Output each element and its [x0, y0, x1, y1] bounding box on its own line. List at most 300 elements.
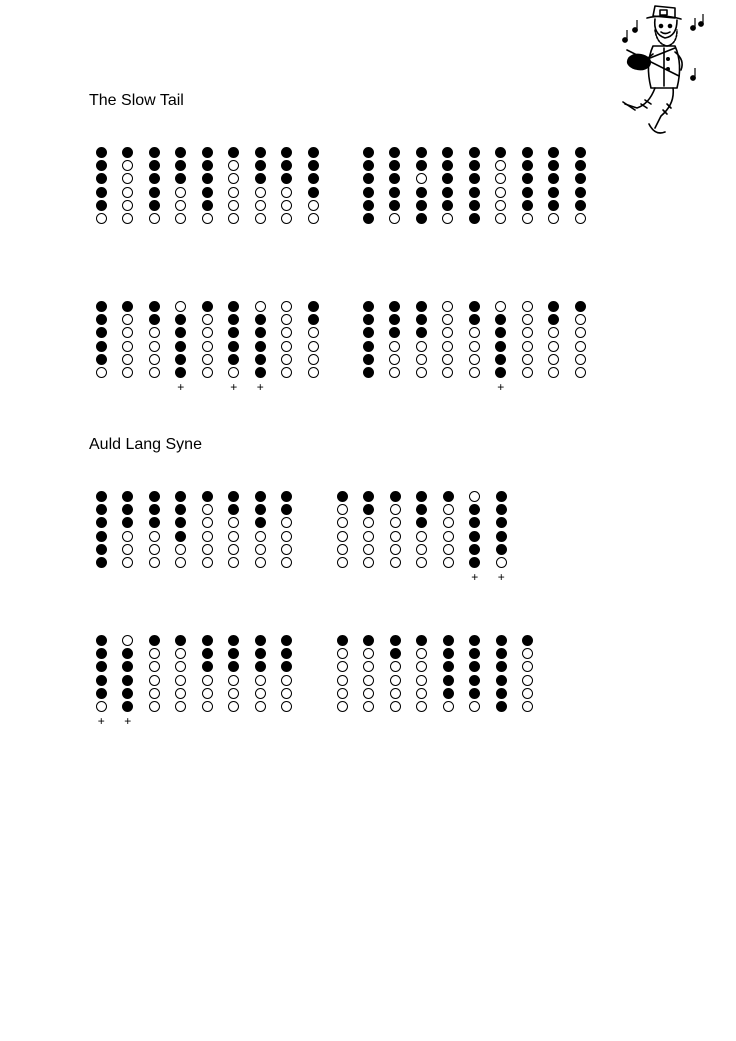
- fingering-column: [408, 147, 435, 226]
- open-hole: [522, 648, 533, 659]
- closed-hole: [443, 688, 454, 699]
- fingering-column: [488, 491, 515, 583]
- closed-hole: [416, 635, 427, 646]
- open-hole: [389, 341, 400, 352]
- open-hole: [281, 354, 292, 365]
- open-hole: [149, 557, 160, 568]
- open-hole: [122, 160, 133, 171]
- closed-hole: [149, 314, 160, 325]
- closed-hole: [442, 147, 453, 158]
- open-hole: [363, 661, 374, 672]
- open-hole: [575, 367, 586, 378]
- closed-hole: [228, 301, 239, 312]
- fingering-column: [168, 147, 195, 226]
- closed-hole: [548, 147, 559, 158]
- fingering-column: [382, 491, 409, 583]
- fingering-column: [462, 491, 489, 583]
- closed-hole: [202, 147, 213, 158]
- fingering-column: [88, 491, 115, 570]
- closed-hole: [390, 491, 401, 502]
- closed-hole: [363, 635, 374, 646]
- closed-hole: [575, 160, 586, 171]
- open-hole: [202, 504, 213, 515]
- open-hole: [337, 701, 348, 712]
- closed-hole: [469, 213, 480, 224]
- open-hole: [337, 675, 348, 686]
- fingering-column: [567, 147, 594, 226]
- closed-hole: [363, 200, 374, 211]
- closed-hole: [96, 341, 107, 352]
- open-hole: [495, 173, 506, 184]
- fingering-column: [194, 491, 221, 570]
- closed-hole: [389, 187, 400, 198]
- fingering-column: [488, 147, 515, 226]
- open-hole: [202, 557, 213, 568]
- fingering-column: [515, 635, 542, 714]
- closed-hole: [469, 544, 480, 555]
- closed-hole: [443, 661, 454, 672]
- fingering-column: [382, 635, 409, 714]
- closed-hole: [390, 635, 401, 646]
- open-hole: [548, 327, 559, 338]
- closed-hole: [202, 173, 213, 184]
- open-hole: [122, 635, 133, 646]
- closed-hole: [337, 635, 348, 646]
- fingering-column: [115, 491, 142, 570]
- closed-hole: [575, 200, 586, 211]
- song-title-slow-tail: The Slow Tail: [89, 92, 184, 109]
- open-hole: [122, 544, 133, 555]
- closed-hole: [496, 504, 507, 515]
- closed-hole: [228, 341, 239, 352]
- closed-hole: [175, 367, 186, 378]
- open-hole: [416, 688, 427, 699]
- fingering-column: [247, 635, 274, 727]
- open-hole: [228, 213, 239, 224]
- fingering-column: [567, 301, 594, 393]
- closed-hole: [96, 327, 107, 338]
- closed-hole: [308, 301, 319, 312]
- fingering-column: [221, 147, 248, 226]
- fingering-column: [115, 635, 142, 727]
- open-hole: [522, 367, 533, 378]
- closed-hole: [255, 314, 266, 325]
- closed-hole: [175, 491, 186, 502]
- open-hole: [416, 367, 427, 378]
- closed-hole: [469, 531, 480, 542]
- closed-hole: [96, 314, 107, 325]
- fingering-column: [382, 301, 409, 393]
- open-hole: [337, 688, 348, 699]
- open-hole: [522, 341, 533, 352]
- closed-hole: [308, 173, 319, 184]
- open-hole: [442, 213, 453, 224]
- closed-hole: [202, 648, 213, 659]
- open-hole: [122, 187, 133, 198]
- closed-hole: [442, 160, 453, 171]
- open-hole: [228, 187, 239, 198]
- closed-hole: [255, 517, 266, 528]
- open-hole: [122, 341, 133, 352]
- open-hole: [149, 544, 160, 555]
- open-hole: [575, 213, 586, 224]
- closed-hole: [175, 517, 186, 528]
- fingering-column: [329, 491, 356, 583]
- closed-hole: [389, 173, 400, 184]
- closed-hole: [255, 661, 266, 672]
- closed-hole: [522, 635, 533, 646]
- open-hole: [469, 491, 480, 502]
- closed-hole: [575, 173, 586, 184]
- closed-hole: [255, 635, 266, 646]
- open-hole: [281, 314, 292, 325]
- closed-hole: [149, 173, 160, 184]
- octave-plus-mark: +: [497, 570, 505, 585]
- open-hole: [122, 557, 133, 568]
- closed-hole: [416, 491, 427, 502]
- closed-hole: [228, 327, 239, 338]
- open-hole: [175, 544, 186, 555]
- open-hole: [255, 701, 266, 712]
- fingering-column: [247, 491, 274, 570]
- fingering-group: [88, 301, 327, 393]
- closed-hole: [363, 314, 374, 325]
- closed-hole: [175, 531, 186, 542]
- closed-hole: [442, 187, 453, 198]
- open-hole: [522, 675, 533, 686]
- fingering-group: [88, 635, 300, 727]
- open-hole: [390, 504, 401, 515]
- closed-hole: [96, 635, 107, 646]
- open-hole: [416, 557, 427, 568]
- open-hole: [469, 354, 480, 365]
- open-hole: [202, 675, 213, 686]
- closed-hole: [469, 301, 480, 312]
- open-hole: [416, 648, 427, 659]
- open-hole: [522, 661, 533, 672]
- open-hole: [281, 341, 292, 352]
- open-hole: [495, 301, 506, 312]
- closed-hole: [495, 147, 506, 158]
- open-hole: [337, 531, 348, 542]
- fingering-group: [329, 491, 515, 583]
- closed-hole: [149, 517, 160, 528]
- closed-hole: [175, 173, 186, 184]
- closed-hole: [495, 327, 506, 338]
- open-hole: [337, 517, 348, 528]
- closed-hole: [96, 531, 107, 542]
- open-hole: [255, 531, 266, 542]
- closed-hole: [363, 491, 374, 502]
- closed-hole: [122, 648, 133, 659]
- open-hole: [390, 661, 401, 672]
- closed-hole: [122, 301, 133, 312]
- closed-hole: [255, 341, 266, 352]
- closed-hole: [202, 635, 213, 646]
- open-hole: [96, 213, 107, 224]
- open-hole: [363, 517, 374, 528]
- open-hole: [390, 544, 401, 555]
- open-hole: [522, 301, 533, 312]
- closed-hole: [122, 147, 133, 158]
- closed-hole: [308, 160, 319, 171]
- closed-hole: [522, 200, 533, 211]
- closed-hole: [496, 544, 507, 555]
- closed-hole: [149, 147, 160, 158]
- closed-hole: [416, 504, 427, 515]
- open-hole: [308, 341, 319, 352]
- open-hole: [122, 327, 133, 338]
- fingering-column: [488, 635, 515, 714]
- fingering-column: [141, 491, 168, 570]
- closed-hole: [96, 200, 107, 211]
- open-hole: [390, 531, 401, 542]
- open-hole: [575, 354, 586, 365]
- closed-hole: [308, 314, 319, 325]
- open-hole: [522, 213, 533, 224]
- closed-hole: [122, 661, 133, 672]
- open-hole: [337, 648, 348, 659]
- closed-hole: [416, 314, 427, 325]
- open-hole: [495, 160, 506, 171]
- closed-hole: [228, 147, 239, 158]
- leprechaun-fiddler-icon: [615, 4, 705, 140]
- fingering-column: [141, 635, 168, 727]
- fingering-column: [194, 301, 221, 393]
- closed-hole: [522, 173, 533, 184]
- closed-hole: [363, 147, 374, 158]
- open-hole: [175, 661, 186, 672]
- fingering-column: [247, 147, 274, 226]
- closed-hole: [495, 341, 506, 352]
- closed-hole: [575, 187, 586, 198]
- closed-hole: [522, 187, 533, 198]
- open-hole: [149, 675, 160, 686]
- closed-hole: [416, 160, 427, 171]
- open-hole: [495, 200, 506, 211]
- closed-hole: [496, 517, 507, 528]
- open-hole: [337, 504, 348, 515]
- open-hole: [281, 213, 292, 224]
- closed-hole: [122, 701, 133, 712]
- closed-hole: [255, 504, 266, 515]
- open-hole: [202, 354, 213, 365]
- closed-hole: [548, 187, 559, 198]
- fingering-column: [461, 147, 488, 226]
- fingering-column: [408, 301, 435, 393]
- closed-hole: [548, 301, 559, 312]
- open-hole: [149, 531, 160, 542]
- open-hole: [149, 688, 160, 699]
- closed-hole: [228, 635, 239, 646]
- fingering-group: [355, 147, 594, 226]
- closed-hole: [281, 635, 292, 646]
- closed-hole: [255, 147, 266, 158]
- open-hole: [202, 517, 213, 528]
- closed-hole: [469, 635, 480, 646]
- closed-hole: [308, 187, 319, 198]
- octave-plus-mark: +: [256, 380, 264, 395]
- closed-hole: [363, 301, 374, 312]
- open-hole: [390, 688, 401, 699]
- octave-plus-mark: +: [497, 380, 505, 395]
- closed-hole: [548, 200, 559, 211]
- open-hole: [575, 314, 586, 325]
- closed-hole: [96, 661, 107, 672]
- open-hole: [390, 675, 401, 686]
- open-hole: [390, 517, 401, 528]
- open-hole: [442, 327, 453, 338]
- open-hole: [281, 557, 292, 568]
- closed-hole: [363, 367, 374, 378]
- open-hole: [122, 173, 133, 184]
- open-hole: [495, 187, 506, 198]
- open-hole: [175, 675, 186, 686]
- open-hole: [255, 200, 266, 211]
- fingering-column: [435, 491, 462, 583]
- open-hole: [416, 675, 427, 686]
- open-hole: [149, 327, 160, 338]
- open-hole: [389, 367, 400, 378]
- open-hole: [149, 367, 160, 378]
- closed-hole: [469, 147, 480, 158]
- open-hole: [548, 341, 559, 352]
- open-hole: [122, 367, 133, 378]
- open-hole: [255, 544, 266, 555]
- closed-hole: [469, 557, 480, 568]
- open-hole: [390, 701, 401, 712]
- open-hole: [363, 701, 374, 712]
- open-hole: [443, 531, 454, 542]
- octave-plus-mark: +: [177, 380, 185, 395]
- open-hole: [575, 341, 586, 352]
- open-hole: [122, 354, 133, 365]
- fingering-group: [355, 301, 594, 393]
- closed-hole: [443, 491, 454, 502]
- octave-plus-mark: +: [97, 714, 105, 729]
- closed-hole: [96, 557, 107, 568]
- fingering-column: [514, 147, 541, 226]
- closed-hole: [469, 675, 480, 686]
- closed-hole: [363, 354, 374, 365]
- closed-hole: [255, 327, 266, 338]
- open-hole: [281, 367, 292, 378]
- open-hole: [522, 688, 533, 699]
- closed-hole: [202, 187, 213, 198]
- closed-hole: [96, 688, 107, 699]
- closed-hole: [281, 661, 292, 672]
- open-hole: [443, 544, 454, 555]
- closed-hole: [175, 147, 186, 158]
- closed-hole: [149, 504, 160, 515]
- closed-hole: [442, 173, 453, 184]
- closed-hole: [202, 491, 213, 502]
- closed-hole: [122, 504, 133, 515]
- open-hole: [496, 557, 507, 568]
- open-hole: [175, 213, 186, 224]
- open-hole: [281, 187, 292, 198]
- open-hole: [389, 354, 400, 365]
- open-hole: [442, 301, 453, 312]
- fingering-column: [541, 147, 568, 226]
- open-hole: [281, 301, 292, 312]
- open-hole: [122, 200, 133, 211]
- fingering-column: [221, 491, 248, 570]
- closed-hole: [469, 173, 480, 184]
- closed-hole: [175, 327, 186, 338]
- open-hole: [416, 544, 427, 555]
- open-hole: [228, 367, 239, 378]
- fingering-column: [88, 301, 115, 393]
- open-hole: [202, 341, 213, 352]
- fingering-column: [409, 635, 436, 714]
- closed-hole: [389, 314, 400, 325]
- fingering-column: [435, 147, 462, 226]
- closed-hole: [96, 544, 107, 555]
- closed-hole: [548, 314, 559, 325]
- fingering-column: [461, 301, 488, 393]
- open-hole: [281, 327, 292, 338]
- closed-hole: [281, 173, 292, 184]
- open-hole: [363, 675, 374, 686]
- open-hole: [122, 213, 133, 224]
- closed-hole: [228, 661, 239, 672]
- open-hole: [228, 544, 239, 555]
- open-hole: [281, 688, 292, 699]
- open-hole: [416, 661, 427, 672]
- open-hole: [281, 531, 292, 542]
- fingering-column: [274, 147, 301, 226]
- closed-hole: [96, 648, 107, 659]
- fingering-column: [274, 491, 301, 570]
- open-hole: [149, 661, 160, 672]
- open-hole: [363, 557, 374, 568]
- closed-hole: [281, 504, 292, 515]
- fingering-column: [355, 301, 382, 393]
- fingering-column: [435, 635, 462, 714]
- closed-hole: [443, 675, 454, 686]
- closed-hole: [469, 517, 480, 528]
- fingering-column: [194, 147, 221, 226]
- open-hole: [416, 173, 427, 184]
- fingering-column: [221, 301, 248, 393]
- closed-hole: [281, 147, 292, 158]
- closed-hole: [469, 688, 480, 699]
- fingering-column: [435, 301, 462, 393]
- open-hole: [202, 314, 213, 325]
- closed-hole: [548, 173, 559, 184]
- fingering-column: [274, 301, 301, 393]
- closed-hole: [228, 491, 239, 502]
- open-hole: [281, 675, 292, 686]
- fingering-column: [141, 301, 168, 393]
- closed-hole: [416, 200, 427, 211]
- open-hole: [202, 544, 213, 555]
- closed-hole: [149, 491, 160, 502]
- fingering-column: [168, 301, 195, 393]
- open-hole: [228, 160, 239, 171]
- open-hole: [175, 200, 186, 211]
- closed-hole: [469, 661, 480, 672]
- closed-hole: [496, 661, 507, 672]
- closed-hole: [96, 517, 107, 528]
- open-hole: [202, 688, 213, 699]
- open-hole: [548, 367, 559, 378]
- open-hole: [228, 517, 239, 528]
- closed-hole: [416, 213, 427, 224]
- octave-plus-mark: +: [471, 570, 479, 585]
- closed-hole: [149, 635, 160, 646]
